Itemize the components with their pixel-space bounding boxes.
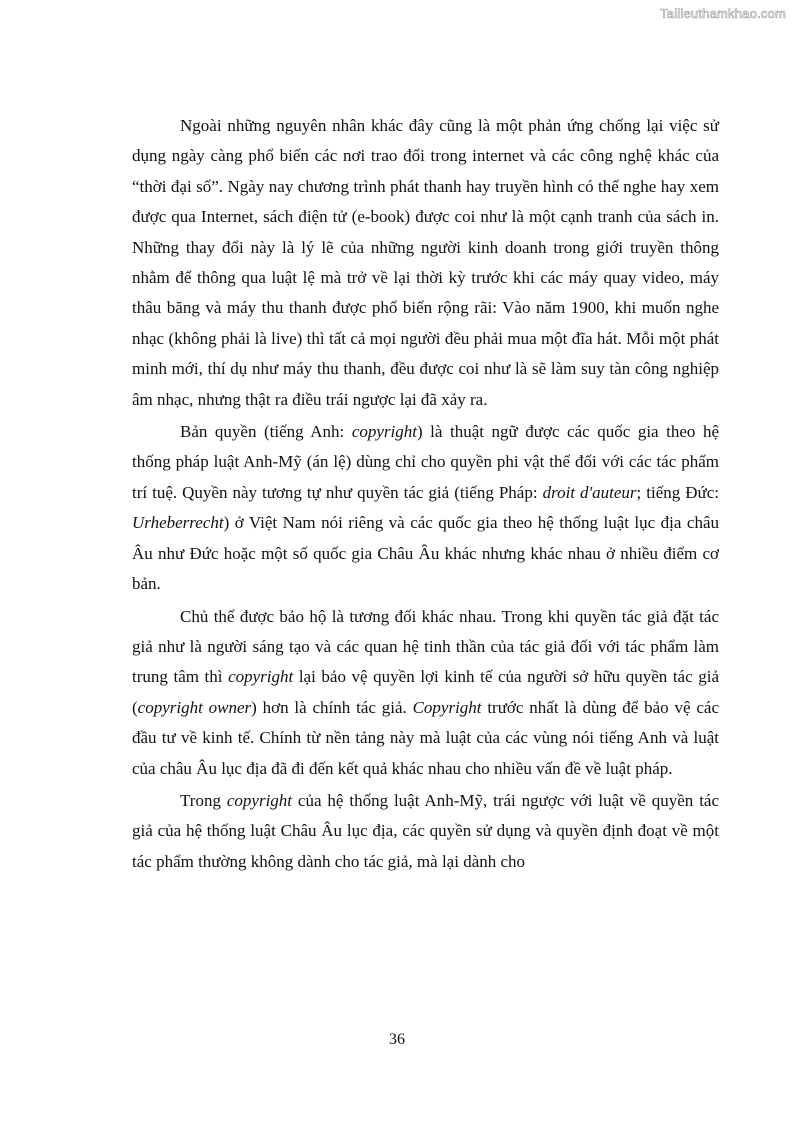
paragraph-text: trước nhất là dùng để bảo vệ các đầu tư về kinh tế. Chính từ nền tảng này mà luật của các vùng nói tiếng Anh và luật của châu Âu lục địa đã đi đến kết quả khác nhau cho nhiều vấn đề về luật pháp.: [132, 697, 719, 778]
paragraph-text: ) ở Việt Nam nói riêng và các quốc gia theo hệ thống luật lục địa châu Âu như Đức hoặc một số quốc gia Châu Âu khác nhưng khác nhau ở nhiều điểm cơ bản.: [132, 513, 719, 594]
paragraph-text: Trong: [180, 790, 227, 810]
paragraph-text: ) hơn là chính tác giả.: [251, 697, 413, 717]
paragraph: [132, 786, 719, 877]
paragraph-text: ; tiếng Đức:: [636, 482, 720, 502]
italic-term: Copyright: [412, 697, 482, 717]
paragraph-text: của hệ thống luật Anh-Mỹ, trái ngược với luật về quyền tác giả của hệ thống luật Châu Âu lục địa, các quyền sử dụng và quyền định đoạt về một tác phẩm thường không dành cho tác giả, mà lại dành cho: [132, 790, 720, 871]
italic-term: Urheberrecht: [132, 513, 224, 533]
page-number: 36: [389, 1031, 405, 1048]
italic-term: copyright owner: [137, 697, 252, 717]
paragraph-text: Ngoài những nguyên nhân khác đây cũng là một phản ứng chống lại việc sử dụng ngày càng phổ biến các nơi trao đổi trong internet và các công nghệ khác của “thời đại số”. Ngày nay chương trình phát thanh hay truyền hình có thể nghe hay xem được qua Internet, sách điện tử (e-book) được coi như là một cạnh tranh của sách in. Những thay đổi này là lý lẽ của những người kinh doanh trong giới truyền thông nhằm để thông qua luật lệ mà trở về lại thời kỳ trước khi các máy quay video, máy thâu băng và máy thu thanh được phổ biến rộng rãi: Vào năm 1900, khi muốn nghe nhạc (không phải là live) thì tất cả mọi người đều phải mua một đĩa hát. Mỗi một phát minh mới, thí dụ như máy thu thanh, đều được coi như là sẽ làm suy tàn công nghiệp âm nhạc, nhưng thật ra điều trái ngược lại đã xảy ra.: [132, 116, 719, 409]
paragraph-text: Chủ thể được bảo hộ là tương đối khác nhau. Trong khi quyền tác giả đặt tác giả như là người sáng tạo và các quan hệ tinh thần của tác giả đối với tác phẩm làm trung tâm thì: [132, 606, 719, 687]
paragraph-text: lại bảo vệ quyền lợi kinh tế của người sở hữu quyền tác giả (: [132, 667, 719, 717]
italic-term: droit d'auteur: [542, 482, 637, 502]
paragraph: [132, 417, 719, 599]
paragraph: [132, 602, 719, 784]
italic-term: copyright: [226, 790, 293, 810]
paragraph-text: Bản quyền (tiếng Anh:: [180, 422, 352, 442]
paragraph-text: ) là thuật ngữ được các quốc gia theo hệ thống pháp luật Anh-Mỹ (án lệ) dùng chỉ cho quyền phi vật thể đối với các tác phẩm trí tuệ. Quyền này tương tự như quyền tác giả (tiếng Pháp:: [132, 422, 719, 502]
watermark-text: Tailieuthamkhao.com: [660, 6, 786, 21]
document-body: [132, 111, 719, 879]
italic-term: copyright: [351, 422, 417, 442]
paragraph: [132, 111, 719, 415]
italic-term: copyright: [228, 667, 294, 687]
